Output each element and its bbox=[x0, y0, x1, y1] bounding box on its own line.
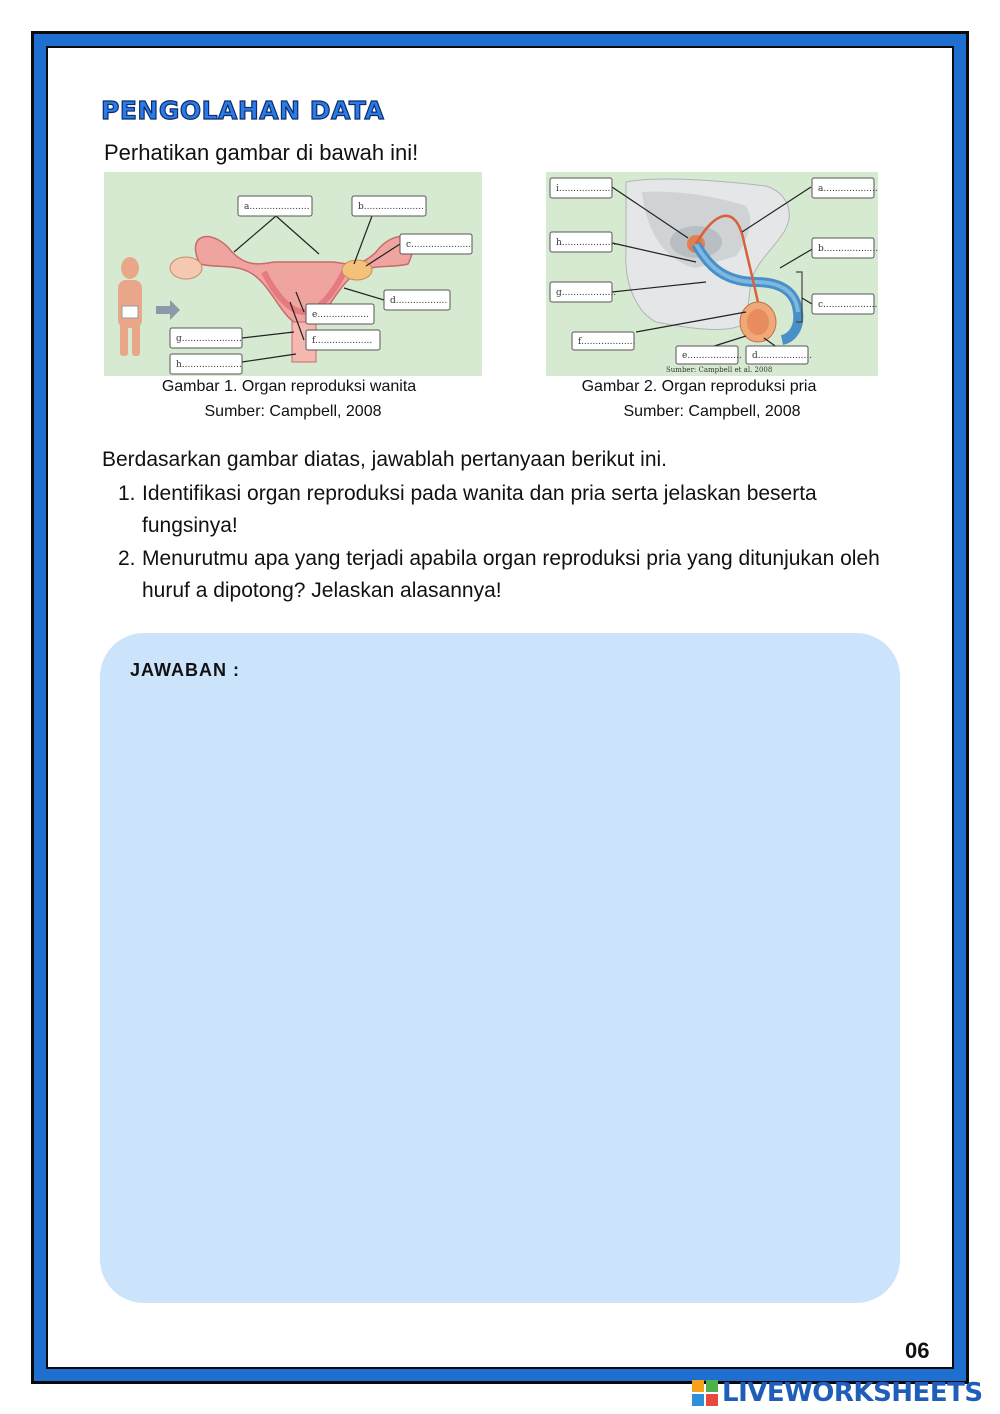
svg-text:f...................: f................... bbox=[578, 337, 636, 347]
figure1-source: Sumber: Campbell, 2008 bbox=[204, 403, 382, 420]
intro-text: Perhatikan gambar di bawah ini! bbox=[104, 140, 419, 165]
svg-text:b...................: b................... bbox=[818, 244, 878, 254]
question-lead-in: Berdasarkan gambar diatas, jawablah pertanyaan berikut ini. bbox=[102, 448, 668, 471]
svg-text:g...................: g................... bbox=[556, 288, 617, 298]
figure2-label-g bbox=[550, 282, 616, 302]
svg-text:a...................: a................... bbox=[818, 184, 878, 194]
figure1-label-f bbox=[306, 330, 380, 350]
question-2-text: Menurutmu apa yang terjadi apabila organ reproduksi pria yang ditunjukan oleh huruf a dipotong? Jelaskan alasannya! bbox=[142, 547, 880, 602]
male-organ-illustration bbox=[546, 172, 878, 376]
figure2-label-h bbox=[550, 232, 616, 252]
figure-female-reproductive bbox=[104, 172, 482, 376]
svg-text:i...................: i................... bbox=[556, 184, 614, 194]
figure1-label-e bbox=[306, 304, 374, 324]
figure-male-reproductive bbox=[546, 172, 878, 376]
svg-text:e...................: e................... bbox=[682, 351, 742, 361]
question-1-number: 1. bbox=[118, 482, 136, 505]
svg-text:c...................: c................... bbox=[818, 300, 878, 310]
figure2-label-e bbox=[676, 346, 742, 364]
answer-label: JAWABAN : bbox=[130, 660, 241, 680]
figure1-label-a bbox=[238, 196, 312, 216]
brand-name: LIVEWORKSHEETS bbox=[722, 1378, 983, 1408]
liveworksheets-brand bbox=[692, 1377, 983, 1409]
figure2-caption: Gambar 2. Organ reproduksi pria bbox=[581, 378, 817, 395]
svg-text:e..................: e.................. bbox=[312, 310, 369, 320]
figure1-label-g bbox=[170, 328, 242, 348]
figure2-label-b bbox=[812, 238, 878, 258]
page-number: 06 bbox=[905, 1338, 930, 1363]
question-1 bbox=[118, 478, 908, 542]
svg-text:d...................: d................... bbox=[752, 351, 813, 361]
svg-text:h...................: h................... bbox=[556, 238, 617, 248]
question-1-text: Identifikasi organ reproduksi pada wanita dan pria serta jelaskan beserta fungsinya! bbox=[142, 482, 817, 537]
svg-text:d..................: d.................. bbox=[390, 296, 448, 306]
svg-text:g.....................: g..................... bbox=[176, 334, 242, 344]
figure2-label-f bbox=[572, 332, 636, 350]
figure1-label-h bbox=[170, 354, 242, 374]
liveworksheets-logo-icon bbox=[692, 1380, 718, 1406]
figure2-label-c bbox=[812, 294, 878, 314]
figure2-source: Sumber: Campbell, 2008 bbox=[623, 403, 801, 420]
figure1-label-b bbox=[352, 196, 426, 216]
svg-text:c.....................: c..................... bbox=[406, 240, 472, 250]
question-2 bbox=[118, 543, 908, 607]
figure2-credit: Sumber: Campbell et al. 2008 bbox=[666, 366, 773, 374]
svg-text:f....................: f.................... bbox=[312, 336, 373, 346]
figure2-label-d bbox=[746, 346, 812, 364]
figure1-label-d bbox=[384, 290, 450, 310]
figure1-label-c bbox=[400, 234, 472, 254]
female-organ-illustration bbox=[104, 172, 482, 376]
svg-text:b.....................: b..................... bbox=[358, 202, 424, 212]
svg-text:h.....................: h..................... bbox=[176, 360, 242, 370]
question-2-number: 2. bbox=[118, 547, 136, 570]
figure2-label-a bbox=[812, 178, 878, 198]
figure1-caption: Gambar 1. Organ reproduksi wanita bbox=[161, 378, 417, 395]
answer-area[interactable] bbox=[100, 633, 900, 1303]
section-title: PENGOLAHAN DATA bbox=[101, 96, 385, 125]
svg-text:a.....................: a..................... bbox=[244, 202, 310, 212]
figure2-label-i bbox=[550, 178, 613, 198]
